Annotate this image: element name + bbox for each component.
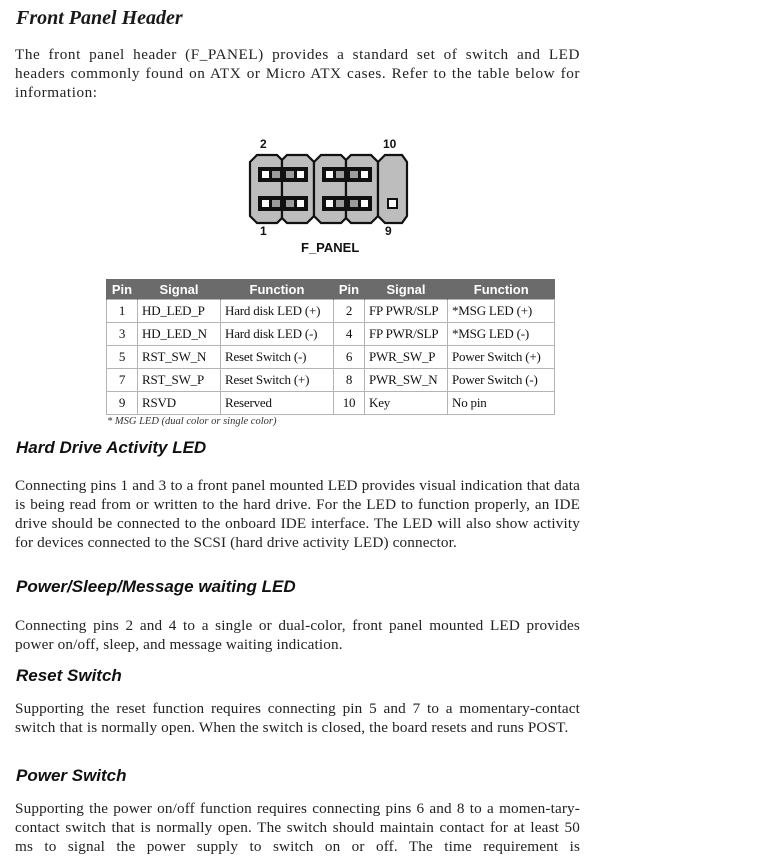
header-function: Function xyxy=(221,279,334,300)
pin-label-2: 2 xyxy=(260,137,267,151)
header-function: Function xyxy=(448,279,555,300)
pin-hole xyxy=(297,200,304,207)
pin-number: 6 xyxy=(334,346,365,369)
section-heading-power-sleep-led: Power/Sleep/Message waiting LED xyxy=(16,577,296,596)
signal-cell: HD_LED_N xyxy=(138,323,221,346)
signal-cell: FP PWR/SLP xyxy=(365,300,448,323)
function-cell: Reset Switch (-) xyxy=(221,346,334,369)
table-row xyxy=(107,346,555,369)
pin-label-9: 9 xyxy=(385,224,392,238)
section-heading-hdd-led: Hard Drive Activity LED xyxy=(16,438,207,457)
function-cell: *MSG LED (-) xyxy=(448,323,555,346)
function-cell: Power Switch (+) xyxy=(448,346,555,369)
section-body-power-sleep-led: Connecting pins 2 and 4 to a single or dual-color, front panel mounted LED provides power on/off, sleep, and message waiting indication. xyxy=(15,617,580,653)
signal-cell: RSVD xyxy=(138,392,221,415)
intro-paragraph: The front panel header (F_PANEL) provides a standard set of switch and LED headers commonly found on ATX or Micro ATX cases. Refer to the table below for information: xyxy=(15,46,580,101)
signal-cell: PWR_SW_P xyxy=(365,346,448,369)
function-cell: Reserved xyxy=(221,392,334,415)
pin-number: 10 xyxy=(334,392,365,415)
signal-cell: PWR_SW_N xyxy=(365,369,448,392)
section-body-reset-switch: Supporting the reset function requires connecting pin 5 and 7 to a momentary-contact switch that is normally open. When the switch is closed, the board resets and runs POST. xyxy=(15,700,580,736)
function-cell: Hard disk LED (+) xyxy=(221,300,334,323)
table-footnote: * MSG LED (dual color or single color) xyxy=(107,416,277,427)
section-body-hdd-led: Connecting pins 1 and 3 to a front panel mounted LED provides visual indication that data is being read from or written to the hard drive. For the LED to function properly, an IDE drive should be connected to the onboard IDE interface. The LED will also show activity for devices connected to the SCSI (hard drive activity LED) connector. xyxy=(15,477,580,551)
function-cell: *MSG LED (+) xyxy=(448,300,555,323)
pin-number: 7 xyxy=(107,369,138,392)
header-signal: Signal xyxy=(138,279,221,300)
pin-number: 4 xyxy=(334,323,365,346)
housing-segment xyxy=(282,155,314,223)
function-cell: Power Switch (-) xyxy=(448,369,555,392)
table-row xyxy=(107,369,555,392)
pin-table xyxy=(106,279,555,415)
f-panel-diagram xyxy=(244,132,420,260)
pin-number: 2 xyxy=(334,300,365,323)
pin-hole xyxy=(361,171,368,178)
pin-label-1: 1 xyxy=(260,224,267,238)
pin-hole xyxy=(297,171,304,178)
pin-hole xyxy=(262,200,269,207)
diagram-caption: F_PANEL xyxy=(301,240,360,255)
table-row xyxy=(107,392,555,415)
function-cell: Reset Switch (+) xyxy=(221,369,334,392)
pin-number: 5 xyxy=(107,346,138,369)
pin-number: 1 xyxy=(107,300,138,323)
pin-hole xyxy=(326,171,333,178)
pin-1-hole xyxy=(262,171,269,178)
pin-number: 3 xyxy=(107,323,138,346)
pin-number: 9 xyxy=(107,392,138,415)
signal-cell: FP PWR/SLP xyxy=(365,323,448,346)
table-row xyxy=(107,300,555,323)
section-body-power-switch: Supporting the power on/off function requires connecting pins 6 and 8 to a momen-tary-contact switch that is normally open. The switch should maintain contact for at least 50 ms to signal the power supply to switch on or off. The time requirement is xyxy=(15,800,580,855)
table-row xyxy=(107,323,555,346)
page-title: Front Panel Header xyxy=(16,7,183,29)
header-signal: Signal xyxy=(365,279,448,300)
signal-cell: Key xyxy=(365,392,448,415)
pin-hole xyxy=(326,200,333,207)
housing-segment xyxy=(346,155,378,223)
table-header-row xyxy=(107,279,555,300)
housing-segment xyxy=(314,155,346,223)
signal-cell: RST_SW_P xyxy=(138,369,221,392)
housing-segment xyxy=(378,155,407,223)
pin-number: 8 xyxy=(334,369,365,392)
section-heading-reset-switch: Reset Switch xyxy=(16,666,122,685)
function-cell: No pin xyxy=(448,392,555,415)
signal-cell: HD_LED_P xyxy=(138,300,221,323)
housing-segment xyxy=(250,155,282,223)
pin-hole xyxy=(361,200,368,207)
header-pin: Pin xyxy=(334,279,365,300)
signal-cell: RST_SW_N xyxy=(138,346,221,369)
pin-9-hole xyxy=(388,199,397,208)
pin-label-10: 10 xyxy=(383,137,397,151)
function-cell: Hard disk LED (-) xyxy=(221,323,334,346)
header-pin: Pin xyxy=(107,279,138,300)
section-heading-power-switch: Power Switch xyxy=(16,766,127,785)
